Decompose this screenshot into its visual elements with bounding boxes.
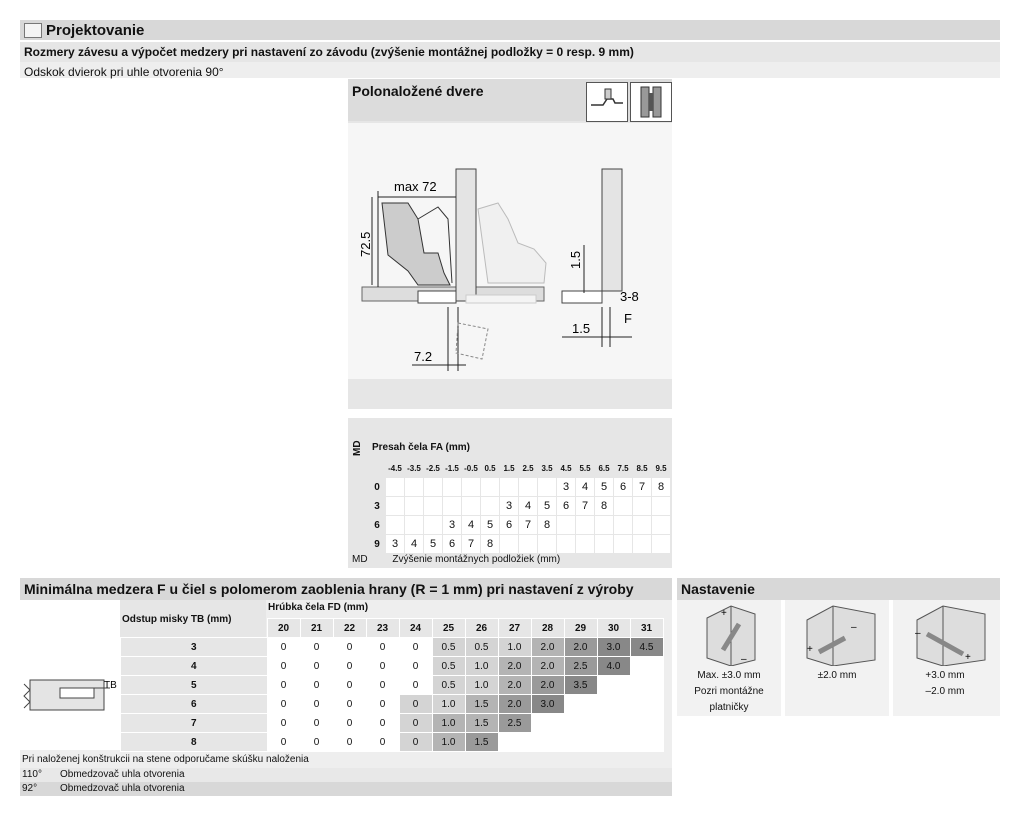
- table-cell: 8: [652, 478, 671, 497]
- table-cell: 3.0: [531, 695, 564, 714]
- plus-sign: +: [721, 608, 727, 619]
- adjustment-title: Nastavenie: [681, 581, 755, 597]
- table-cell: [614, 497, 633, 516]
- adjustment-header: [677, 578, 1000, 600]
- table-cell: 0: [300, 733, 333, 752]
- minus-sign: –: [851, 622, 857, 633]
- table-cell: 3.5: [564, 676, 597, 695]
- column-header: 22: [333, 619, 366, 638]
- table-cell: 2.0: [531, 676, 564, 695]
- table-cell: 0: [399, 733, 432, 752]
- column-header: -2.5: [424, 459, 443, 478]
- table-cell: [630, 676, 663, 695]
- dim-72-5: 72.5: [358, 231, 373, 257]
- table-cell: [652, 516, 671, 535]
- table-cell: 1.0: [465, 676, 498, 695]
- table-cell: [564, 733, 597, 752]
- table-cell: 1.0: [432, 695, 465, 714]
- table-cell: [424, 516, 443, 535]
- table-cell: 0.5: [432, 657, 465, 676]
- table-cell: 2.5: [498, 714, 531, 733]
- table-cell: [443, 478, 462, 497]
- row-label: 3: [121, 638, 268, 657]
- row-label: 6: [121, 695, 268, 714]
- row-label: 9: [369, 535, 386, 554]
- table-cell: [519, 535, 538, 554]
- hinge-technical-drawing: [348, 123, 672, 379]
- legend-row-92: [20, 782, 672, 796]
- table-cell: [652, 497, 671, 516]
- column-header: 28: [531, 619, 564, 638]
- hinge-side-thumbnail: [586, 82, 628, 122]
- table-cell: [519, 478, 538, 497]
- table-cell: 8: [595, 497, 614, 516]
- table-cell: 5: [595, 478, 614, 497]
- plus-sign: +: [807, 644, 813, 655]
- table-cell: 2.0: [498, 695, 531, 714]
- table-cell: 5: [538, 497, 557, 516]
- adjustment-side: [785, 600, 889, 716]
- column-header: 25: [432, 619, 465, 638]
- table-row: [369, 478, 671, 497]
- table-cell: [633, 516, 652, 535]
- table-cell: 0: [366, 638, 399, 657]
- hinge-drawing-svg: [348, 123, 672, 379]
- col-header: Hrúbka čela FD (mm): [268, 602, 369, 613]
- note-bar: [20, 62, 1000, 78]
- row-label: 4: [121, 657, 268, 676]
- gap-table-panel: [20, 600, 672, 796]
- dim-F: F: [624, 311, 632, 326]
- footnote-key: MD: [352, 554, 368, 565]
- overlay-table-header: Presah čela FA (mm): [372, 442, 471, 453]
- table-cell: [614, 535, 633, 554]
- table-cell: 2.0: [564, 638, 597, 657]
- gap-table-note: Pri naloženej konštrukcii na stene odporučame skúšku naloženia: [22, 754, 309, 765]
- column-header: -3.5: [405, 459, 424, 478]
- caption-line: Pozri montážne: [694, 686, 764, 697]
- table-cell: [405, 516, 424, 535]
- table-cell: 0: [333, 695, 366, 714]
- table-cell: [386, 497, 405, 516]
- half-overlay-panel: [348, 79, 672, 409]
- column-header: 5.5: [576, 459, 595, 478]
- table-cell: 0: [300, 714, 333, 733]
- column-header: 6.5: [595, 459, 614, 478]
- table-cell: [500, 535, 519, 554]
- table-cell: [597, 733, 630, 752]
- adjustment-depth: [677, 600, 781, 716]
- dim-3-8: 3-8: [620, 289, 639, 304]
- panel-header: [348, 79, 672, 121]
- column-header: 1.5: [500, 459, 519, 478]
- table-row: [121, 733, 664, 752]
- table-row: [369, 497, 671, 516]
- table-cell: 7: [462, 535, 481, 554]
- dim-7-2: 7.2: [414, 349, 433, 364]
- column-header: 3.5: [538, 459, 557, 478]
- dim-max72: max 72: [394, 179, 437, 194]
- table-cell: [633, 497, 652, 516]
- table-row: [121, 657, 664, 676]
- table-cell: [531, 733, 564, 752]
- caption-line: platničky: [709, 702, 749, 713]
- table-cell: [557, 535, 576, 554]
- table-row: [121, 714, 664, 733]
- adjustment-caption: [893, 668, 997, 700]
- table-cell: [652, 535, 671, 554]
- footnote-text: Zvýšenie montážnych podložiek (mm): [392, 554, 561, 565]
- table-cell: [630, 733, 663, 752]
- panel-title: Polonaložené dvere: [352, 83, 484, 99]
- table-cell: 3: [386, 535, 405, 554]
- height-adjust-icon: [893, 600, 997, 666]
- table-cell: 0: [366, 695, 399, 714]
- dim-1-5-horizontal: 1.5: [572, 321, 591, 336]
- table-cell: 0: [333, 733, 366, 752]
- row-label: 0: [369, 478, 386, 497]
- table-cell: [597, 676, 630, 695]
- table-row: [121, 695, 664, 714]
- table-cell: 6: [557, 497, 576, 516]
- table-cell: 2.0: [531, 638, 564, 657]
- row-label: 8: [121, 733, 268, 752]
- table-cell: 0: [333, 676, 366, 695]
- tb-label: TB: [104, 680, 117, 691]
- table-cell: [576, 516, 595, 535]
- table-cell: 2.0: [498, 676, 531, 695]
- table-cell: [597, 714, 630, 733]
- table-cell: 0: [267, 657, 300, 676]
- note: Odskok dvierok pri uhle otvorenia 90°: [24, 65, 224, 79]
- caption-line: Max. ±3.0 mm: [697, 670, 761, 681]
- table-cell: 7: [576, 497, 595, 516]
- adjustment-caption: [785, 668, 889, 684]
- column-header: 7.5: [614, 459, 633, 478]
- table-cell: [538, 535, 557, 554]
- table-cell: [597, 695, 630, 714]
- column-header: 0.5: [481, 459, 500, 478]
- table-cell: [564, 714, 597, 733]
- table-row: [369, 516, 671, 535]
- table-cell: 5: [481, 516, 500, 535]
- column-header: 29: [564, 619, 597, 638]
- table-cell: 3: [500, 497, 519, 516]
- side-adjust-icon: [785, 600, 889, 666]
- table-cell: 8: [481, 535, 500, 554]
- table-cell: [462, 497, 481, 516]
- table-cell: 6: [500, 516, 519, 535]
- table-cell: 0: [333, 638, 366, 657]
- table-cell: [595, 516, 614, 535]
- column-header: 27: [498, 619, 531, 638]
- column-header: 23: [366, 619, 399, 638]
- caption-line: ±2.0 mm: [817, 670, 857, 681]
- column-header: 8.5: [633, 459, 652, 478]
- table-cell: [614, 516, 633, 535]
- spacer-cell: [121, 619, 268, 638]
- table-cell: 0: [399, 638, 432, 657]
- document-icon: [24, 23, 42, 38]
- table-cell: 1.0: [432, 714, 465, 733]
- table-cell: 0: [300, 695, 333, 714]
- row-label: 5: [121, 676, 268, 695]
- section-header-projektovanie: [20, 20, 1000, 40]
- table-cell: 0: [366, 676, 399, 695]
- column-header: 26: [465, 619, 498, 638]
- table-cell: 6: [614, 478, 633, 497]
- table-cell: 0: [300, 657, 333, 676]
- table-cell: 1.0: [498, 638, 531, 657]
- table-cell: 8: [538, 516, 557, 535]
- row-label: 7: [121, 714, 268, 733]
- overlay-table: [368, 458, 671, 554]
- legend-key: 92°: [22, 783, 38, 794]
- table-cell: 4: [405, 535, 424, 554]
- hinge-front-thumbnail: [630, 82, 672, 122]
- table-cell: 0: [267, 733, 300, 752]
- table-cell: 4: [519, 497, 538, 516]
- plus-sign: +: [965, 652, 971, 663]
- table-cell: 0: [333, 657, 366, 676]
- table-cell: 0: [399, 695, 432, 714]
- legend-key: 110°: [22, 769, 42, 780]
- table-cell: 0: [267, 714, 300, 733]
- column-header: 31: [630, 619, 663, 638]
- table-cell: [443, 497, 462, 516]
- table-cell: 1.0: [465, 657, 498, 676]
- table-cell: 6: [443, 535, 462, 554]
- table-cell: [633, 535, 652, 554]
- table-cell: [531, 714, 564, 733]
- table-cell: [386, 516, 405, 535]
- caption-line: +3.0 mm: [925, 670, 965, 681]
- column-header: -0.5: [462, 459, 481, 478]
- column-header: 2.5: [519, 459, 538, 478]
- column-header: 24: [399, 619, 432, 638]
- table-cell: [498, 733, 531, 752]
- table-cell: [386, 478, 405, 497]
- table-cell: [405, 478, 424, 497]
- dim-1-5-vertical: 1.5: [568, 250, 583, 269]
- row-header: Odstup misky TB (mm): [122, 614, 232, 625]
- column-header: 30: [597, 619, 630, 638]
- hinge-front-icon: [631, 83, 671, 121]
- column-header: 9.5: [652, 459, 671, 478]
- overlay-footnote: [352, 554, 560, 565]
- table-cell: 3.0: [597, 638, 630, 657]
- table-cell: [424, 478, 443, 497]
- adjustment-caption: [677, 668, 781, 716]
- table-cell: 0: [366, 657, 399, 676]
- table-cell: 3: [557, 478, 576, 497]
- table-cell: 0: [366, 733, 399, 752]
- table-cell: [462, 478, 481, 497]
- table-cell: [595, 535, 614, 554]
- table-row: [121, 676, 664, 695]
- table-cell: [630, 695, 663, 714]
- table-cell: [500, 478, 519, 497]
- table-cell: [564, 695, 597, 714]
- table-cell: [576, 535, 595, 554]
- table-cell: 0: [267, 638, 300, 657]
- table-cell: [630, 657, 663, 676]
- table-cell: [424, 497, 443, 516]
- table-cell: 0: [366, 714, 399, 733]
- section-title: Projektovanie: [46, 22, 145, 39]
- depth-adjust-icon: [677, 600, 781, 666]
- column-header: 21: [300, 619, 333, 638]
- table-cell: 0.5: [432, 638, 465, 657]
- gap-table-title: Minimálna medzera F u čiel s polomerom zaoblenia hrany (R = 1 mm) pri nastavení z výroby: [24, 581, 634, 597]
- table-cell: 1.5: [465, 714, 498, 733]
- legend-text: Obmedzovač uhla otvorenia: [60, 783, 185, 794]
- table-cell: [405, 497, 424, 516]
- table-cell: 2.5: [564, 657, 597, 676]
- table-cell: 1.5: [465, 695, 498, 714]
- table-cell: 2.0: [498, 657, 531, 676]
- gap-table: [120, 618, 664, 752]
- table-cell: 0.5: [432, 676, 465, 695]
- table-cell: 4: [462, 516, 481, 535]
- subtitle-bar: [20, 42, 1000, 62]
- column-header: -1.5: [443, 459, 462, 478]
- table-cell: 0: [267, 676, 300, 695]
- table-cell: 2.0: [531, 657, 564, 676]
- row-label: 6: [369, 516, 386, 535]
- table-cell: 0: [300, 676, 333, 695]
- table-cell: 0: [300, 638, 333, 657]
- overlay-table-panel: [348, 418, 672, 568]
- corner-cell: [369, 459, 386, 478]
- table-cell: 3: [443, 516, 462, 535]
- table-row: [121, 638, 664, 657]
- minus-sign: –: [741, 654, 747, 665]
- table-cell: [538, 478, 557, 497]
- column-header: 20: [267, 619, 300, 638]
- table-cell: 0.5: [465, 638, 498, 657]
- table-cell: 1.0: [432, 733, 465, 752]
- table-cell: 1.5: [465, 733, 498, 752]
- table-cell: 0: [267, 695, 300, 714]
- column-header: 4.5: [557, 459, 576, 478]
- legend-text: Obmedzovač uhla otvorenia: [60, 769, 185, 780]
- table-cell: 7: [519, 516, 538, 535]
- table-cell: [630, 714, 663, 733]
- table-cell: 5: [424, 535, 443, 554]
- table-cell: 0: [399, 657, 432, 676]
- table-cell: 4.0: [597, 657, 630, 676]
- table-cell: 0: [399, 676, 432, 695]
- hinge-side-icon: [587, 83, 627, 121]
- table-cell: 4: [576, 478, 595, 497]
- adjustment-height: [893, 600, 1000, 716]
- column-header: -4.5: [386, 459, 405, 478]
- cup-distance-diagram: [20, 600, 120, 750]
- table-row: [369, 535, 671, 554]
- table-cell: 4.5: [630, 638, 663, 657]
- caption-line: –2.0 mm: [925, 686, 965, 697]
- row-label: 3: [369, 497, 386, 516]
- table-cell: 7: [633, 478, 652, 497]
- tb-diagram-svg: [20, 600, 120, 750]
- table-cell: [557, 516, 576, 535]
- minus-sign: –: [915, 628, 921, 639]
- gap-table-header: [20, 578, 672, 600]
- subtitle: Rozmery závesu a výpočet medzery pri nastavení zo závodu (zvýšenie montážnej podložky = 0 resp. 9 mm): [24, 45, 634, 59]
- table-cell: [481, 497, 500, 516]
- table-cell: 0: [399, 714, 432, 733]
- table-cell: 0: [333, 714, 366, 733]
- legend-row-110: [20, 768, 672, 782]
- md-label: MD: [352, 440, 363, 456]
- table-cell: [481, 478, 500, 497]
